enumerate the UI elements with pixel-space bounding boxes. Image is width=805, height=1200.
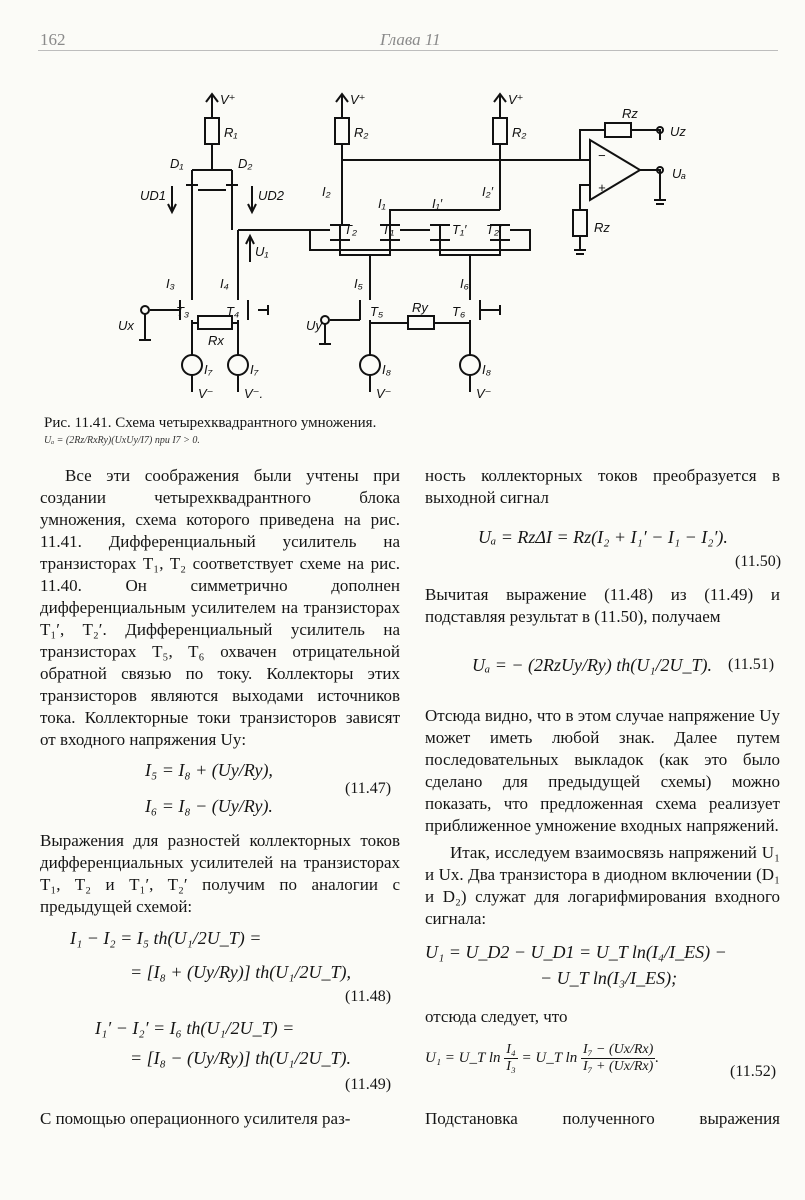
eqnum-11-47: (11.47) xyxy=(345,780,392,797)
r2-label-left: R₂ xyxy=(354,125,369,140)
left-paragraph-3-wrap xyxy=(40,1108,400,1130)
equation-11-49a: I₁′ − I₂′ = I₆ th(U₁/2U_T) = xyxy=(95,1018,295,1038)
i1-label: I₁ xyxy=(378,196,386,211)
equation-11-51: Uₐ = − (2RzUy/Ry) th(U₁/2U_T). xyxy=(472,655,712,675)
right-paragraph-1: ность коллекторных токов преобразуется в выходной сигнал xyxy=(425,466,780,507)
r2-label-right: R₂ xyxy=(512,125,527,140)
eq1152-end: . xyxy=(655,1049,660,1066)
resistor-ry xyxy=(408,316,434,329)
vminus-label-2: V⁻. xyxy=(244,386,264,401)
resistor-r1 xyxy=(205,118,219,144)
eq1152-fraction-1 xyxy=(504,1042,518,1075)
figure-caption-formula: Uₐ = (2Rz/RxRy)(UxUy/I7) при I7 > 0. xyxy=(44,435,200,446)
vminus-label-1: V⁻ xyxy=(198,386,214,401)
transistors-bottom xyxy=(139,280,500,392)
equation-11-52 xyxy=(425,1042,659,1075)
uz-label: Uz xyxy=(670,124,686,139)
eqnum-11-51: (11.51) xyxy=(728,656,775,673)
eq1152-f2-num: I₇ − (Ux/Rx) xyxy=(582,1042,654,1057)
eq1152-f1-num: I₄ xyxy=(506,1042,516,1057)
equation-11-47b: I₆ = I₈ − (Uy/Ry). xyxy=(145,796,273,816)
opamp-plus: + xyxy=(598,180,606,195)
right-paragraph-2: Вычитая выражение (11.48) из (11.49) и подставляя результат в (11.50), получаем xyxy=(425,585,780,626)
equation-11-50: Uₐ = RzΔI = Rz(I₂ + I₁′ − I₁ − I₂′). xyxy=(478,527,728,547)
equation-11-47a: I₅ = I₈ + (Uy/Ry), xyxy=(145,760,273,780)
ux-label: Ux xyxy=(118,318,134,333)
i7-label-right: I₇ xyxy=(250,362,259,377)
ua-label: Uₐ xyxy=(672,166,687,181)
i2-label: I₂ xyxy=(322,184,331,199)
ry-label: Ry xyxy=(412,300,428,315)
eq1152-lhs: U₁ = U_T ln xyxy=(425,1049,501,1066)
vminus-label-3: V⁻ xyxy=(376,386,392,401)
left-column xyxy=(40,465,400,751)
rz-label-bottom: Rz xyxy=(594,220,610,235)
right-paragraph-6-wrap xyxy=(425,1108,780,1130)
i8-label-right: I₈ xyxy=(482,362,492,377)
eqnum-11-50: (11.50) xyxy=(735,553,782,570)
rz-label-top: Rz xyxy=(622,106,638,121)
d1-label: D₁ xyxy=(170,156,184,171)
right-paragraph-3-wrap xyxy=(425,705,780,930)
t2p-label: T₂′ xyxy=(486,222,502,237)
d2-label: D₂ xyxy=(238,156,253,171)
right-paragraph-2-wrap xyxy=(425,584,780,628)
eqnum-11-52: (11.52) xyxy=(730,1063,777,1080)
eqnum-11-49: (11.49) xyxy=(345,1076,392,1093)
right-paragraph-5-wrap xyxy=(425,1006,780,1028)
equation-11-49b: = [I₈ − (Uy/Ry)] th(U₁/2U_T). xyxy=(130,1048,351,1068)
i8-label-left: I₈ xyxy=(382,362,392,377)
rx-label: Rx xyxy=(208,333,224,348)
i5-label: I₅ xyxy=(354,276,363,291)
right-column xyxy=(425,465,780,509)
right-paragraph-6: Подстановка полученного выражения xyxy=(425,1109,780,1128)
ud1-label: UD1 xyxy=(140,188,167,203)
eq1152-fraction-2 xyxy=(581,1042,655,1075)
right-paragraph-3: Отсюда видно, что в этом случае напряжение Uy может иметь любой знак. Далее путем последовательных выкладок (как это было сделано для предыдущей схемы) можно показать, что предложенная схема реализует приближенное умножение входных напряжений. xyxy=(425,706,780,835)
diode-d1-d2 xyxy=(186,185,238,215)
t2-label: T₂ xyxy=(344,222,357,237)
left-paragraph-2: Выражения для разностей коллекторных токов дифференциальных усилителей на транзисторах T₁, T₂ и T₁′, T₂′ получим по аналогии с предыдущей схемой: xyxy=(40,831,400,916)
t3-label: T₃ xyxy=(176,304,190,319)
t5-label: T₅ xyxy=(370,304,384,319)
r1-label: R₁ xyxy=(224,125,238,140)
ud2-arrow xyxy=(248,186,256,212)
i2p-label: I₂′ xyxy=(482,184,494,199)
vplus-label-1: V⁺ xyxy=(220,92,236,107)
equation-11-48a: I₁ − I₂ = I₅ th(U₁/2U_T) = xyxy=(70,928,262,948)
resistor-r2-right xyxy=(493,118,507,144)
t1p-label: T₁′ xyxy=(452,222,467,237)
eq1152-f1-den: I₃ xyxy=(506,1059,516,1074)
ud1-arrow xyxy=(168,186,176,212)
vminus-label-4: V⁻ xyxy=(476,386,492,401)
i3-label: I₃ xyxy=(166,276,175,291)
circuit-diagram xyxy=(0,0,805,410)
t1-label: T₁ xyxy=(382,222,395,237)
page-number: 162 xyxy=(40,30,66,49)
i1p-label: I₁′ xyxy=(432,196,443,211)
right-paragraph-4: Итак, исследуем взаимосвязь напряжений U₁ и Ux. Два транзистора в диодном включении (D₁ и D₂) служат для логарифмирования входного сигнала: xyxy=(425,843,780,928)
i4-label: I₄ xyxy=(220,276,229,291)
running-header: Глава 11 xyxy=(380,30,441,49)
ud2-label: UD2 xyxy=(258,188,285,203)
vplus-label-3: V⁺ xyxy=(508,92,524,107)
left-paragraph-3: С помощью операционного усилителя раз- xyxy=(40,1109,351,1128)
figure-caption: Рис. 11.41. Схема четырехквадрантного умножения. xyxy=(44,415,377,431)
i7-label-left: I₇ xyxy=(204,362,213,377)
eq1152-f2-den: I₇ + (Ux/Rx) xyxy=(582,1059,654,1074)
u1-label: U₁ xyxy=(255,244,269,259)
left-paragraph-1: Все эти соображения были учтены при создании четырехквадрантного блока умножения, схема которого приведена на рис. 11.41. Дифференциальный усилитель на транзисторах T₁, T₂ соответствует схеме на рис. 11.40. Он симметрично дополнен дифференциальным усилителем на транзисторах T₁′, T₂′. Дифференциальный усилитель на транзисторах T₅, T₆ охвачен отрицательной обратной связью по току. Коллекторы этих транзисторов являются выходами источников тока. Коллекторные токи транзисторов зависят от входного напряжения Uy: xyxy=(40,466,400,749)
equation-11-48b: = [I₈ + (Uy/Ry)] th(U₁/2U_T), xyxy=(130,962,351,982)
resistor-rz-bottom xyxy=(573,210,587,236)
eqnum-11-48: (11.48) xyxy=(345,988,392,1005)
u1-arrow xyxy=(246,236,254,262)
opamp-minus: − xyxy=(598,148,606,163)
right-paragraph-5: отсюда следует, что xyxy=(425,1007,568,1026)
equation-u1b: − U_T ln(I₃/I_ES); xyxy=(540,968,678,988)
resistor-rz-top xyxy=(605,123,631,137)
equation-u1a: U₁ = U_D2 − U_D1 = U_T ln(I₄/I_ES) − xyxy=(425,942,727,962)
eq1152-mid: = U_T ln xyxy=(521,1049,578,1066)
uy-label: Uy xyxy=(306,318,322,333)
i6-label: I₆ xyxy=(460,276,469,291)
vplus-label-2: V⁺ xyxy=(350,92,366,107)
left-paragraph-2-wrap xyxy=(40,830,400,918)
t6-label: T₆ xyxy=(452,304,466,319)
t4-label: T₄ xyxy=(226,304,240,319)
resistor-r2-left xyxy=(335,118,349,144)
